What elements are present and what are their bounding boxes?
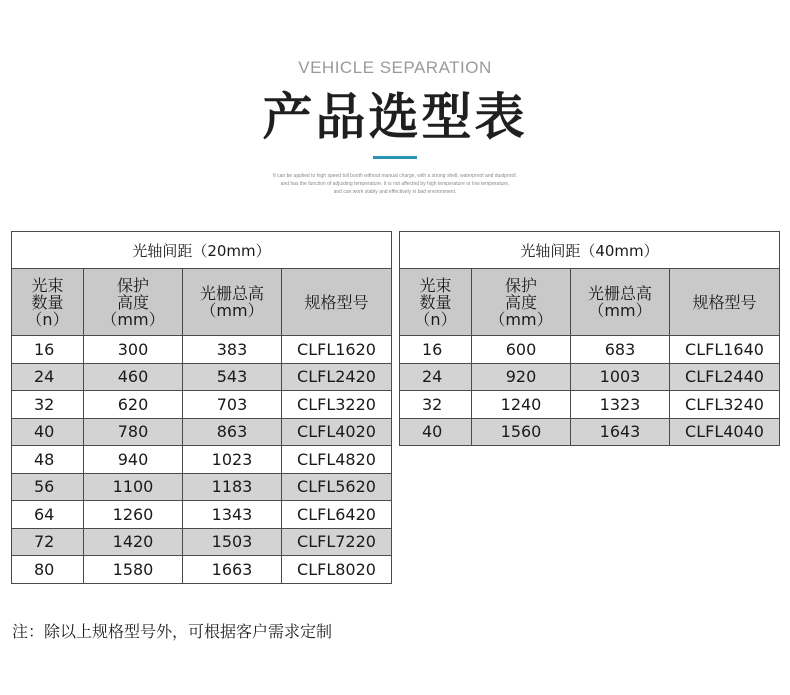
header-beam-count xyxy=(400,269,472,336)
cell-total-height: 543 xyxy=(183,363,282,391)
cell-total-height: 683 xyxy=(571,336,670,364)
header-line: 保护 xyxy=(116,275,149,295)
header-total-height xyxy=(571,269,670,336)
header-line: 数量 xyxy=(31,292,64,312)
table-row xyxy=(12,418,392,446)
header-line: （mm） xyxy=(489,309,553,329)
cell-beam-count: 64 xyxy=(12,501,84,529)
table-row xyxy=(12,501,392,529)
table-row xyxy=(400,336,780,364)
spec-table-20mm xyxy=(11,231,392,584)
cell-beam-count: 32 xyxy=(12,391,84,419)
cell-total-height: 1323 xyxy=(571,391,670,419)
description xyxy=(0,172,790,196)
cell-protect-height: 600 xyxy=(472,336,571,364)
description-line: and has the function of adjusting temperature. It is not affected by high temperature or low temperature, xyxy=(280,181,510,187)
header-protect-height xyxy=(84,269,183,336)
header-line: 光栅总高 xyxy=(199,284,264,303)
table-row xyxy=(400,363,780,391)
cell-total-height: 1643 xyxy=(571,418,670,446)
section-kicker: VEHICLE SEPARATION xyxy=(298,58,492,77)
cell-model: CLFL1620 xyxy=(282,336,392,364)
header-line: 光束 xyxy=(419,275,452,295)
table-row xyxy=(400,418,780,446)
cell-model: CLFL1640 xyxy=(670,336,780,364)
table-caption: 光轴间距（40mm） xyxy=(400,232,780,269)
header-model xyxy=(282,269,392,336)
header-line: 高度 xyxy=(116,292,149,312)
header-line: 光束 xyxy=(31,275,64,295)
cell-protect-height: 940 xyxy=(84,446,183,474)
cell-model: CLFL8020 xyxy=(282,556,392,584)
cell-total-height: 383 xyxy=(183,336,282,364)
header-line: 高度 xyxy=(504,292,537,312)
table-body xyxy=(12,336,392,584)
header-line: 数量 xyxy=(419,292,452,312)
table-row xyxy=(12,336,392,364)
header-line: （n） xyxy=(26,309,69,329)
table-row xyxy=(12,446,392,474)
cell-model: CLFL4020 xyxy=(282,418,392,446)
cell-beam-count: 24 xyxy=(400,363,472,391)
description-line: It can be applied to high speed toll booth without manual charge, with a strong shell, waterproof and dustproof, xyxy=(272,173,518,179)
cell-protect-height: 1260 xyxy=(84,501,183,529)
description-line: and can work stably and effectively in bad environment. xyxy=(333,189,457,195)
cell-model: CLFL4040 xyxy=(670,418,780,446)
cell-protect-height: 620 xyxy=(84,391,183,419)
cell-model: CLFL3240 xyxy=(670,391,780,419)
cell-model: CLFL2420 xyxy=(282,363,392,391)
cell-model: CLFL5620 xyxy=(282,473,392,501)
table-header-row xyxy=(400,269,780,336)
cell-model: CLFL6420 xyxy=(282,501,392,529)
header-protect-height xyxy=(472,269,571,336)
cell-protect-height: 1560 xyxy=(472,418,571,446)
header-total-height xyxy=(183,269,282,336)
spec-table-40mm xyxy=(399,231,780,446)
header-line: （n） xyxy=(414,309,457,329)
cell-total-height: 1023 xyxy=(183,446,282,474)
cell-model: CLFL3220 xyxy=(282,391,392,419)
cell-total-height: 1343 xyxy=(183,501,282,529)
cell-beam-count: 56 xyxy=(12,473,84,501)
cell-beam-count: 48 xyxy=(12,446,84,474)
cell-protect-height: 460 xyxy=(84,363,183,391)
cell-total-height: 1663 xyxy=(183,556,282,584)
table-row xyxy=(12,528,392,556)
cell-protect-height: 780 xyxy=(84,418,183,446)
cell-total-height: 1183 xyxy=(183,473,282,501)
cell-beam-count: 16 xyxy=(12,336,84,364)
cell-beam-count: 40 xyxy=(400,418,472,446)
header-line: 保护 xyxy=(504,275,537,295)
header-line: 光栅总高 xyxy=(587,284,652,303)
header-line: （mm） xyxy=(200,301,264,320)
cell-protect-height: 1240 xyxy=(472,391,571,419)
footnote: 注：除以上规格型号外，可根据客户需求定制 xyxy=(12,622,333,641)
cell-protect-height: 1100 xyxy=(84,473,183,501)
cell-total-height: 863 xyxy=(183,418,282,446)
table-body xyxy=(400,336,780,446)
cell-model: CLFL4820 xyxy=(282,446,392,474)
cell-beam-count: 40 xyxy=(12,418,84,446)
page-title: 产品选型表 xyxy=(262,88,528,146)
title-accent-bar xyxy=(373,156,417,159)
cell-total-height: 1003 xyxy=(571,363,670,391)
table-caption: 光轴间距（20mm） xyxy=(12,232,392,269)
cell-protect-height: 300 xyxy=(84,336,183,364)
table-row xyxy=(12,556,392,584)
cell-beam-count: 32 xyxy=(400,391,472,419)
table-row xyxy=(400,391,780,419)
cell-beam-count: 80 xyxy=(12,556,84,584)
cell-beam-count: 24 xyxy=(12,363,84,391)
cell-total-height: 1503 xyxy=(183,528,282,556)
cell-protect-height: 1580 xyxy=(84,556,183,584)
cell-model: CLFL2440 xyxy=(670,363,780,391)
cell-protect-height: 1420 xyxy=(84,528,183,556)
cell-beam-count: 16 xyxy=(400,336,472,364)
header-line: 规格型号 xyxy=(304,292,369,312)
cell-beam-count: 72 xyxy=(12,528,84,556)
header-line: （mm） xyxy=(101,309,165,329)
table-row xyxy=(12,363,392,391)
header-line: 规格型号 xyxy=(692,292,757,312)
header-line: （mm） xyxy=(588,301,652,320)
cell-model: CLFL7220 xyxy=(282,528,392,556)
header-beam-count xyxy=(12,269,84,336)
cell-total-height: 703 xyxy=(183,391,282,419)
table-header-row xyxy=(12,269,392,336)
header-model xyxy=(670,269,780,336)
table-row xyxy=(12,473,392,501)
cell-protect-height: 920 xyxy=(472,363,571,391)
table-row xyxy=(12,391,392,419)
